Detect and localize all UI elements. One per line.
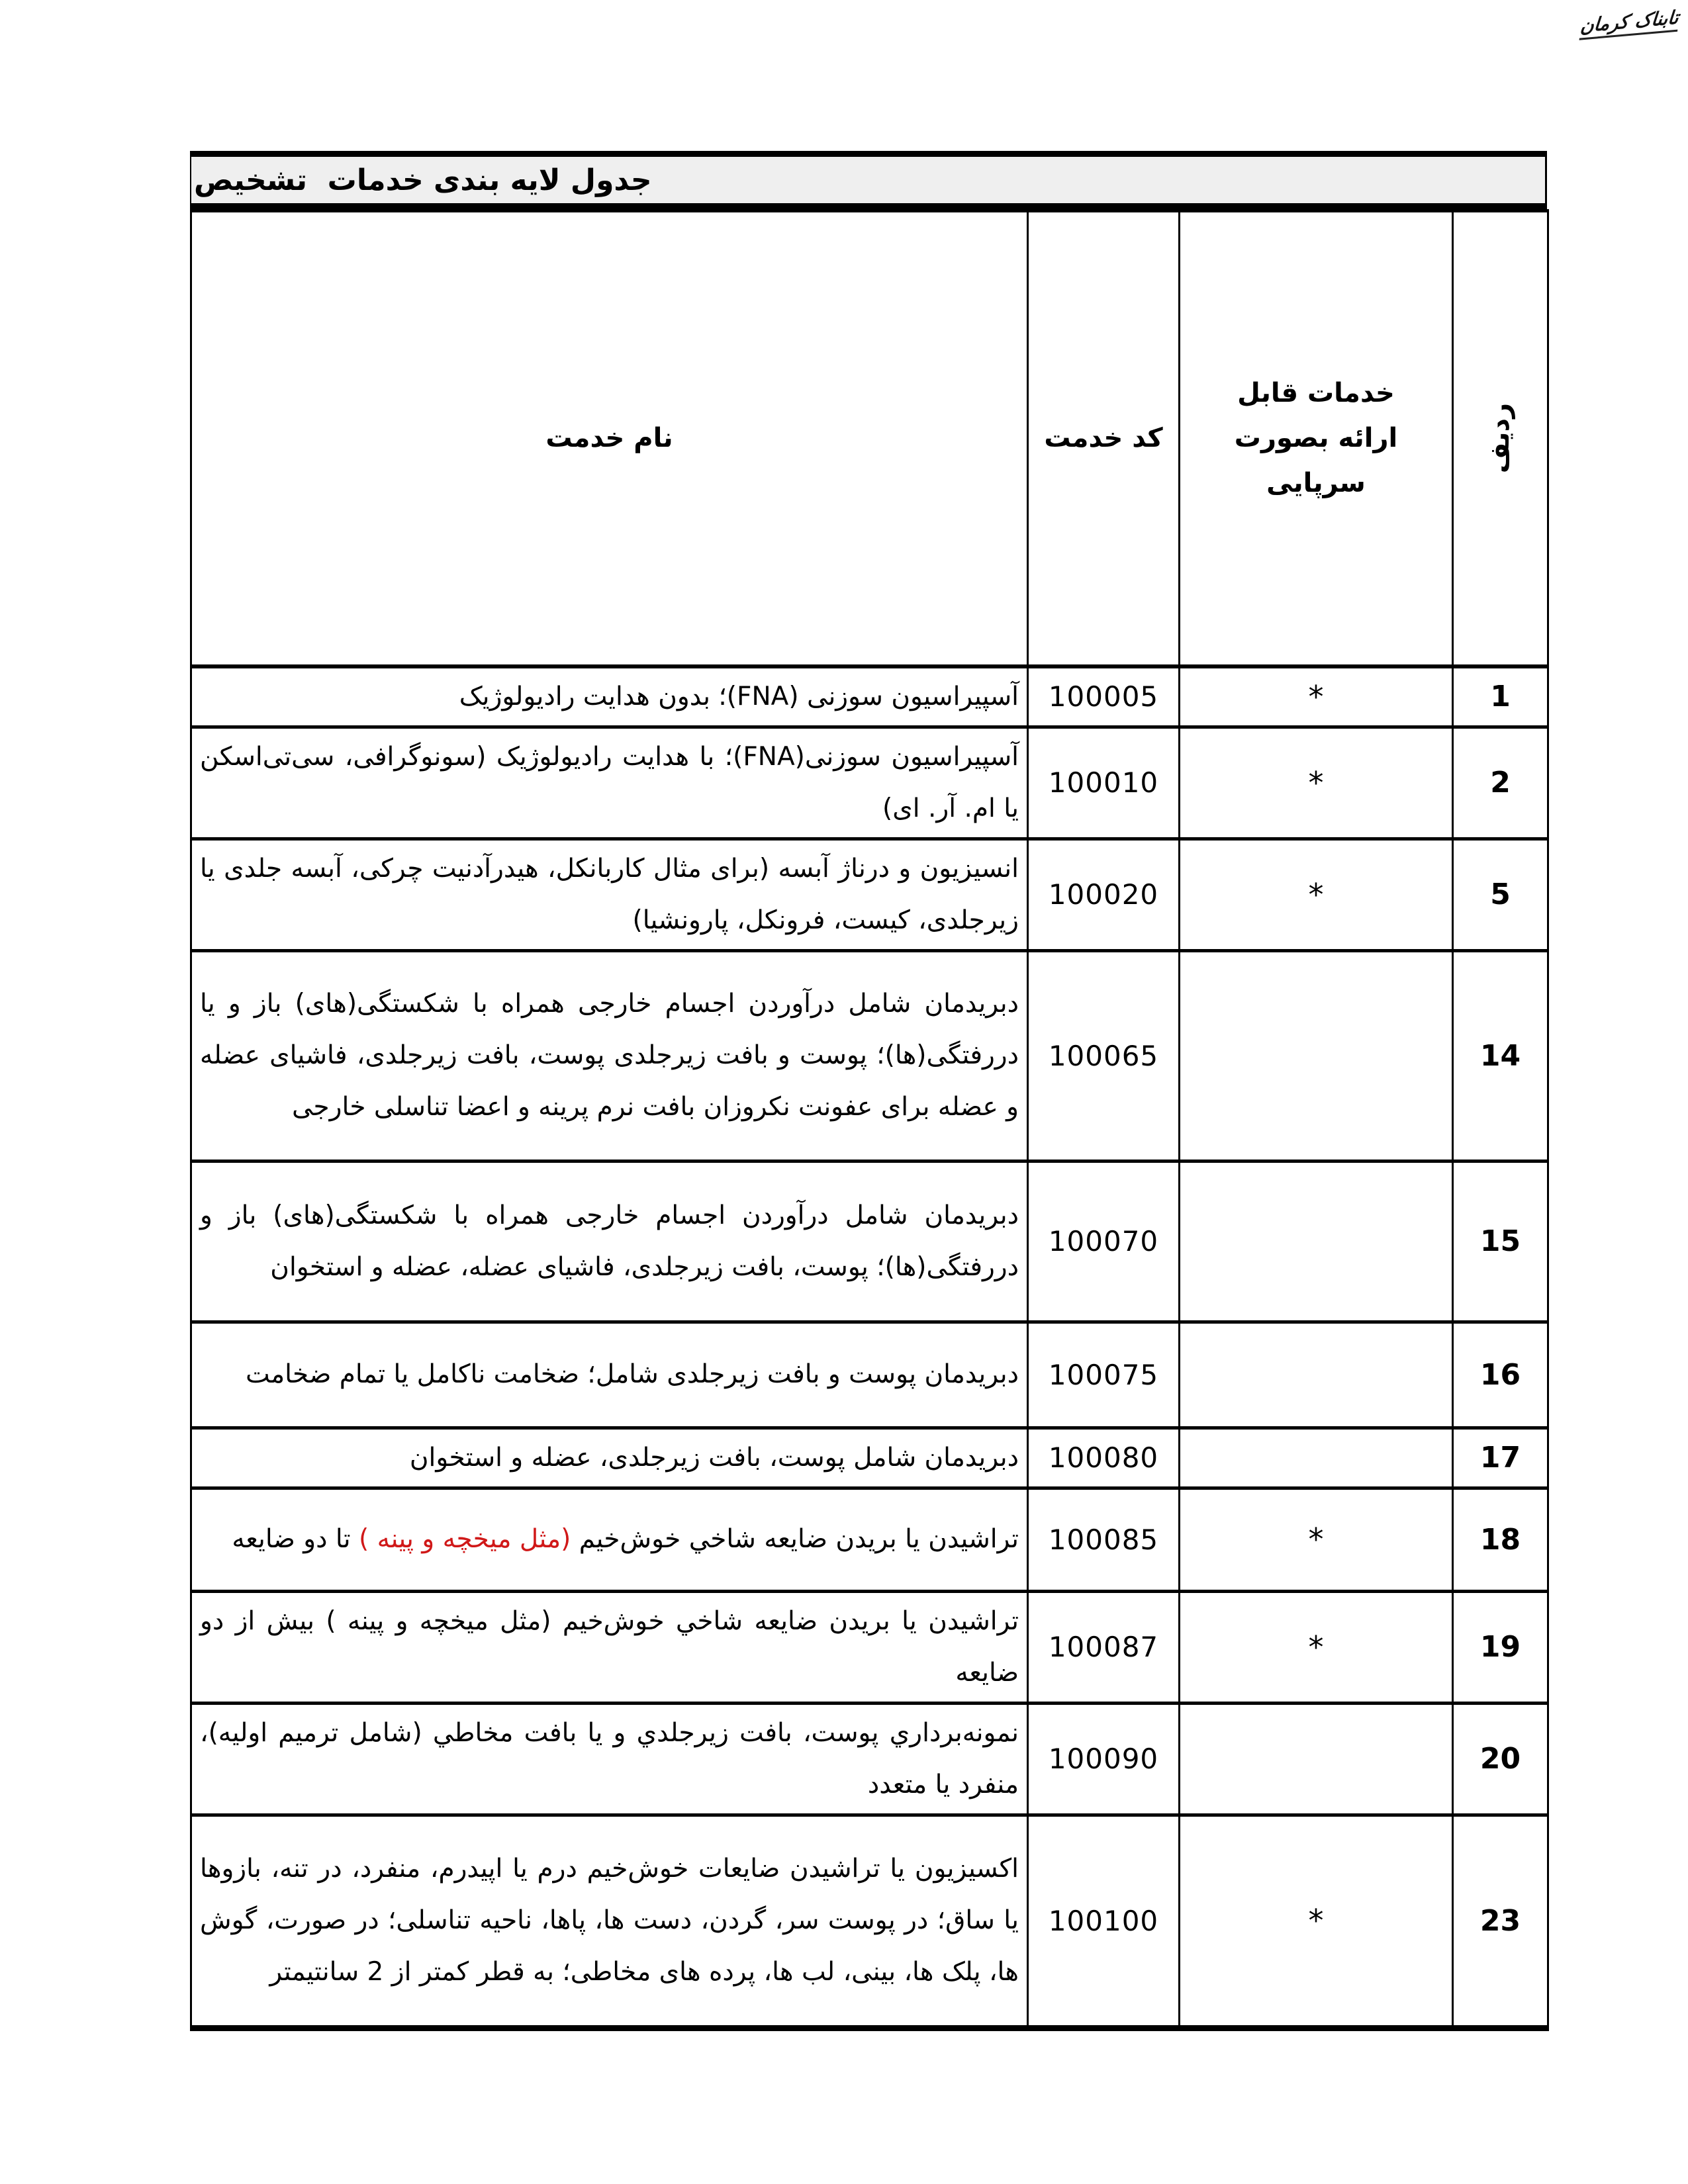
service-name-cell: دبریدمان شامل پوست، بافت زیرجلدی، عضله و استخوان <box>191 1428 1028 1488</box>
outpatient-star-cell: * <box>1180 1488 1453 1591</box>
service-code-cell: 100010 <box>1028 727 1180 839</box>
outpatient-star-cell: * <box>1180 1591 1453 1703</box>
outpatient-star-cell: * <box>1180 1815 1453 2028</box>
service-code-cell: 100065 <box>1028 950 1180 1161</box>
table-row <box>191 1428 1548 1488</box>
row-number-cell: 19 <box>1453 1591 1548 1703</box>
table-row <box>191 727 1548 839</box>
table-row <box>191 839 1548 950</box>
service-code-cell: 100100 <box>1028 1815 1180 2028</box>
outpatient-star-cell: * <box>1180 839 1453 950</box>
row-number-cell: 5 <box>1453 839 1548 950</box>
outpatient-star-cell <box>1180 1703 1453 1815</box>
service-name-cell <box>191 1488 1028 1591</box>
row-number-cell: 16 <box>1453 1322 1548 1428</box>
table-row <box>191 1161 1548 1322</box>
outpatient-star-cell: * <box>1180 727 1453 839</box>
header-service-code: کد خدمت <box>1028 211 1180 666</box>
service-name-cell: دبریدمان شامل درآوردن اجسام خارجی همراه با شکستگی(های) باز و یا دررفتگی(ها)؛ پوست و بافت زیرجلدی پوست، بافت زیرجلدی، فاشیای عضله و عضله برای عفونت نکروزان بافت نرم پرینه و اعضا تناسلی خارجی <box>191 950 1028 1161</box>
service-name-cell: اکسیزیون یا تراشیدن ضایعات خوش‌خیم درم یا اپیدرم، منفرد، در تنه، بازوها یا ساق؛ در پوست سر، گردن، دست ها، پاها، ناحیه تناسلی؛ در صورت، گوش ها، پلک ها، بینی، لب ها، پرده های مخاطی؛ به قطر کمتر از 2 سانتیمتر <box>191 1815 1028 2028</box>
table-title: جدول لایه بندی خدمات تشخیص <box>194 163 652 197</box>
row-number-cell: 1 <box>1453 666 1548 727</box>
service-name-highlight: (مثل میخچه و پینه ) <box>359 1524 571 1554</box>
row-number-cell: 20 <box>1453 1703 1548 1815</box>
header-row-number-label: ردیف <box>1485 403 1516 474</box>
service-name-text: تا دو ضایعه <box>232 1524 359 1554</box>
row-number-cell: 23 <box>1453 1815 1548 2028</box>
row-number-cell: 15 <box>1453 1161 1548 1322</box>
service-name-cell: نمونه‌برداري پوست، بافت زیرجلدي و یا بافت مخاطي (شامل ترمیم اولیه)، منفرد یا متعدد <box>191 1703 1028 1815</box>
service-code-cell: 100020 <box>1028 839 1180 950</box>
header-row <box>191 211 1548 666</box>
services-layering-table <box>190 151 1547 2031</box>
service-name-text: تراشیدن یا بریدن ضایعه شاخي خوش‌خیم <box>571 1524 1019 1554</box>
tabnak-kerman-watermark: تابناک کرمان <box>1579 6 1680 40</box>
row-number-cell: 17 <box>1453 1428 1548 1488</box>
table-row <box>191 1815 1548 2028</box>
header-service-name: نام خدمت <box>191 211 1028 666</box>
service-name-cell: دبریدمان پوست و بافت زیرجلدی شامل؛ ضخامت ناکامل یا تمام ضخامت <box>191 1322 1028 1428</box>
service-code-cell: 100005 <box>1028 666 1180 727</box>
row-number-cell: 2 <box>1453 727 1548 839</box>
service-name-cell: دبریدمان شامل درآوردن اجسام خارجی همراه با شکستگی(های) باز و دررفتگی(ها)؛ پوست، بافت زیرجلدی، فاشیای عضله، عضله و استخوان <box>191 1161 1028 1322</box>
service-code-cell: 100090 <box>1028 1703 1180 1815</box>
services-grid <box>190 209 1549 2031</box>
header-outpatient-services: خدمات قابل ارائه بصورت سرپایی <box>1180 211 1453 666</box>
table-row <box>191 1591 1548 1703</box>
table-row <box>191 1703 1548 1815</box>
row-number-cell: 18 <box>1453 1488 1548 1591</box>
service-code-cell: 100080 <box>1028 1428 1180 1488</box>
table-row <box>191 666 1548 727</box>
service-name-cell: تراشیدن یا بریدن ضایعه شاخي خوش‌خیم (مثل میخچه و پینه ) بیش از دو ضایعه <box>191 1591 1028 1703</box>
service-code-cell: 100087 <box>1028 1591 1180 1703</box>
outpatient-star-cell: * <box>1180 666 1453 727</box>
service-name-cell: آسپیراسیون سوزنی (FNA)؛ بدون هدایت رادیولوژیک <box>191 666 1028 727</box>
table-row <box>191 950 1548 1161</box>
service-code-cell: 100075 <box>1028 1322 1180 1428</box>
table-title-bar <box>190 151 1547 209</box>
outpatient-star-cell <box>1180 1428 1453 1488</box>
outpatient-star-cell <box>1180 1322 1453 1428</box>
outpatient-star-cell <box>1180 1161 1453 1322</box>
header-row-number <box>1453 211 1548 666</box>
outpatient-star-cell <box>1180 950 1453 1161</box>
table-row <box>191 1488 1548 1591</box>
table-row <box>191 1322 1548 1428</box>
row-number-cell: 14 <box>1453 950 1548 1161</box>
service-name-cell: آسپیراسیون سوزنی(FNA)؛ با هدایت رادیولوژیک (سونوگرافی، سی‌تی‌اسکن یا ام. آر. ای) <box>191 727 1028 839</box>
service-code-cell: 100070 <box>1028 1161 1180 1322</box>
service-name-cell: انسیزیون و درناژ آبسه (برای مثال کاربانکل، هیدرآدنیت چرکی، آبسه جلدی یا زیرجلدی، کیست، فرونکل، پارونشیا) <box>191 839 1028 950</box>
service-code-cell: 100085 <box>1028 1488 1180 1591</box>
